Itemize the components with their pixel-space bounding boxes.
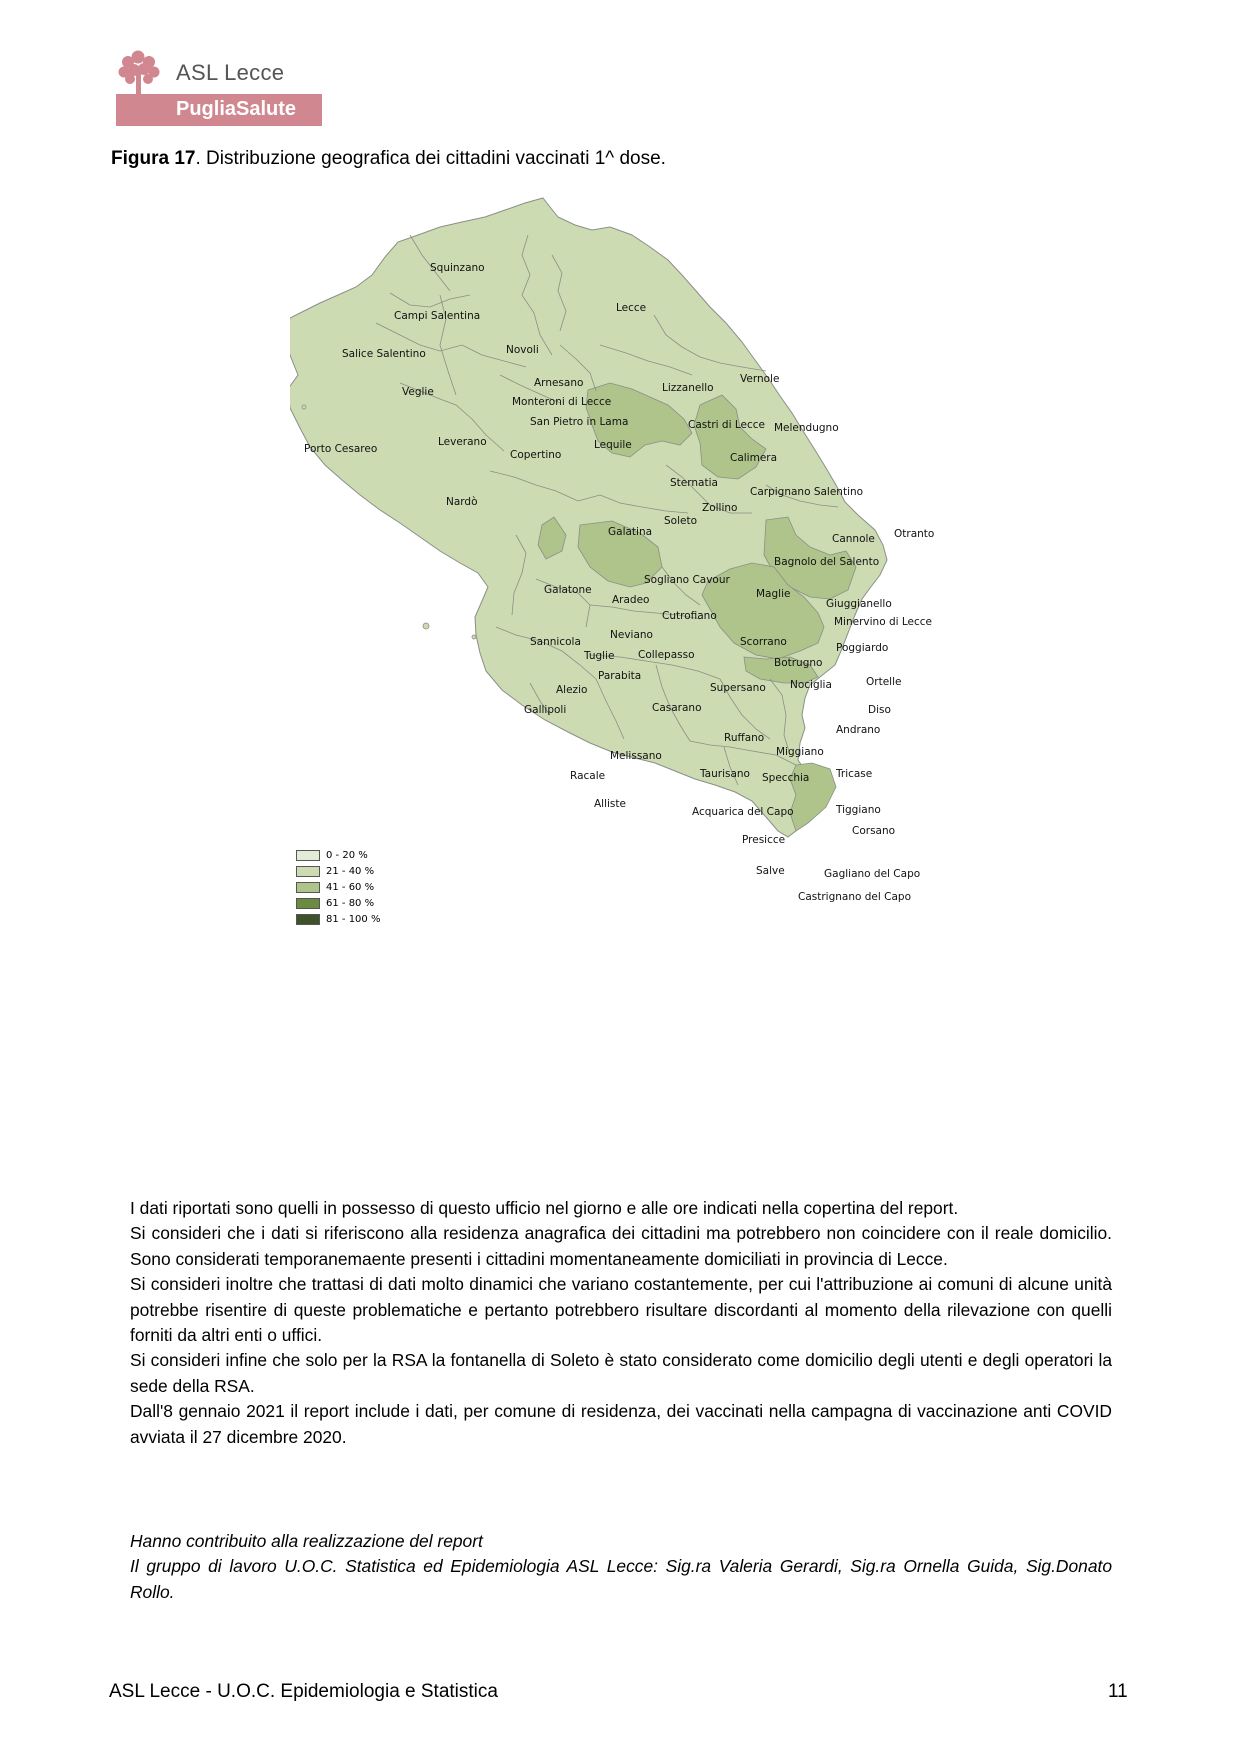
label-nardo: Nardò [446, 496, 478, 508]
label-racale: Racale [570, 770, 606, 782]
label-aradeo: Aradeo [612, 594, 650, 606]
figure-caption [111, 148, 666, 170]
label-presicce: Presicce [742, 834, 786, 846]
label-copertino: Copertino [510, 449, 562, 461]
label-carpignano-salentino: Carpignano Salentino [750, 486, 864, 498]
label-tuglie: Tuglie [584, 650, 615, 662]
label-galatina: Galatina [608, 526, 653, 538]
island-dot [472, 635, 476, 639]
label-poggiardo: Poggiardo [836, 642, 889, 654]
credits-heading: Hanno contribuito alla realizzazione del report [130, 1531, 483, 1551]
note-paragraph: Dall'8 gennaio 2021 il report include i dati, per comune di residenza, dei vaccinati nella campagna di vaccinazione anti COVID avviata il 27 dicembre 2020. [130, 1401, 1112, 1447]
label-tiggiano: Tiggiano [836, 804, 881, 816]
label-casarano: Casarano [652, 702, 702, 714]
label-castri-di-lecce: Castri di Lecce [688, 419, 765, 431]
figure-label: Figura 17 [111, 148, 196, 169]
label-diso: Diso [868, 704, 891, 716]
legend-swatch [296, 882, 320, 893]
label-miggiano: Miggiano [776, 746, 824, 758]
logo-title: ASL Lecce [176, 60, 285, 85]
label-scorrano: Scorrano [740, 636, 787, 648]
choropleth-map [290, 195, 990, 945]
label-gallipoli: Gallipoli [524, 704, 567, 716]
label-campi-salentina: Campi Salentina [394, 310, 481, 322]
legend-item [296, 911, 416, 927]
legend-swatch [296, 898, 320, 909]
label-alliste: Alliste [594, 798, 626, 810]
legend-item [296, 879, 416, 895]
label-novoli: Novoli [506, 344, 539, 356]
label-gagliano-del-capo: Gagliano del Capo [824, 868, 921, 880]
island-dot [423, 623, 429, 629]
label-bagnolo-del-salento: Bagnolo del Salento [774, 556, 880, 568]
label-corsano: Corsano [852, 825, 896, 837]
label-salve: Salve [756, 865, 785, 877]
label-sannicola: Sannicola [530, 636, 581, 648]
legend-item [296, 895, 416, 911]
label-monteroni-di-lecce: Monteroni di Lecce [512, 396, 612, 408]
label-soleto: Soleto [664, 515, 698, 527]
legend-label: 21 - 40 % [326, 865, 375, 877]
label-porto-cesareo: Porto Cesareo [304, 443, 378, 455]
label-veglie: Veglie [402, 386, 434, 398]
label-giuggianello: Giuggianello [826, 598, 892, 610]
label-lizzanello: Lizzanello [662, 382, 714, 394]
footer-text: ASL Lecce - U.O.C. Epidemiologia e Statistica [109, 1681, 498, 1702]
legend-item [296, 847, 416, 863]
label-ruffano: Ruffano [724, 732, 765, 744]
label-maglie: Maglie [756, 588, 791, 600]
label-lequile: Lequile [594, 439, 632, 451]
label-taurisano: Taurisano [700, 768, 750, 780]
map-svg [290, 195, 990, 945]
label-zollino: Zollino [702, 502, 738, 514]
logo-subtitle: PugliaSalute [176, 98, 297, 120]
province-shape [290, 198, 887, 837]
credits-names: Il gruppo di lavoro U.O.C. Statistica ed Epidemiologia ASL Lecce: Sig.ra Valeria Gerardi, Sig.ra Ornella Guida, Sig.Donato Rollo. [130, 1556, 1112, 1602]
label-castrignano-del-capo: Castrignano del Capo [798, 891, 911, 903]
label-salice-salentino: Salice Salentino [342, 348, 426, 360]
figure-caption-text: . Distribuzione geografica dei cittadini vaccinati 1^ dose. [195, 148, 666, 169]
legend-swatch [296, 914, 320, 925]
logo-band [116, 94, 322, 126]
report-notes [130, 1196, 1112, 1450]
map-legend [296, 847, 416, 927]
label-collepasso: Collepasso [638, 649, 695, 661]
tree-icon [116, 50, 162, 94]
label-san-pietro-in-lama: San Pietro in Lama [530, 416, 629, 428]
label-supersano: Supersano [710, 682, 766, 694]
label-botrugno: Botrugno [774, 657, 823, 669]
logo-top [116, 50, 322, 92]
label-neviano: Neviano [610, 629, 653, 641]
label-melendugno: Melendugno [774, 422, 839, 434]
label-parabita: Parabita [598, 670, 642, 682]
label-vernole: Vernole [740, 373, 780, 385]
label-acquarica-del-capo: Acquarica del Capo [692, 806, 794, 818]
label-melissano: Melissano [610, 750, 662, 762]
label-andrano: Andrano [836, 724, 881, 736]
label-nociglia: Nociglia [790, 679, 832, 691]
legend-label: 81 - 100 % [326, 913, 381, 925]
note-paragraph: Si consideri inoltre che trattasi di dati molto dinamici che variano costantemente, per cui l'attribuzione ai comuni di alcune unità potrebbe risentire di queste problematiche e pertanto potrebbero risultare discordanti al momento della rilevazione con quelli forniti da altri enti o uffici. [130, 1274, 1112, 1346]
note-paragraph: I dati riportati sono quelli in possesso di questo ufficio nel giorno e alle ore indicati nella copertina del report. [130, 1198, 959, 1218]
label-calimera: Calimera [730, 452, 778, 464]
label-galatone: Galatone [544, 584, 592, 596]
report-credits [130, 1529, 1112, 1605]
label-cutrofiano: Cutrofiano [662, 610, 717, 622]
label-cannole: Cannole [832, 533, 875, 545]
label-tricase: Tricase [836, 768, 873, 780]
legend-label: 0 - 20 % [326, 849, 368, 861]
page-number: 11 [1108, 1681, 1128, 1702]
label-alezio: Alezio [556, 684, 588, 696]
label-sternatia: Sternatia [670, 477, 718, 489]
note-paragraph: Si consideri infine che solo per la RSA la fontanella di Soleto è stato considerato come domicilio degli utenti e degli operatori la sede della RSA. [130, 1350, 1112, 1396]
label-leverano: Leverano [438, 436, 487, 448]
legend-item [296, 863, 416, 879]
note-paragraph: Si consideri che i dati si riferiscono alla residenza anagrafica dei cittadini ma potrebbero non coincidere con il reale domicilio. Sono considerati temporanemaente presenti i cittadini momentaneamente domiciliati in provincia di Lecce. [130, 1223, 1112, 1269]
label-specchia: Specchia [762, 772, 810, 784]
legend-label: 41 - 60 % [326, 881, 375, 893]
label-minervino-di-lecce: Minervino di Lecce [834, 616, 933, 628]
asl-logo [116, 50, 322, 126]
label-arnesano: Arnesano [534, 377, 584, 389]
island-dot [302, 405, 306, 409]
legend-label: 61 - 80 % [326, 897, 375, 909]
legend-swatch [296, 850, 320, 861]
label-ortelle: Ortelle [866, 676, 902, 688]
label-squinzano: Squinzano [430, 262, 485, 274]
label-sogliano-cavour: Sogliano Cavour [644, 574, 730, 586]
label-lecce: Lecce [616, 302, 647, 314]
label-otranto: Otranto [894, 528, 935, 540]
legend-swatch [296, 866, 320, 877]
